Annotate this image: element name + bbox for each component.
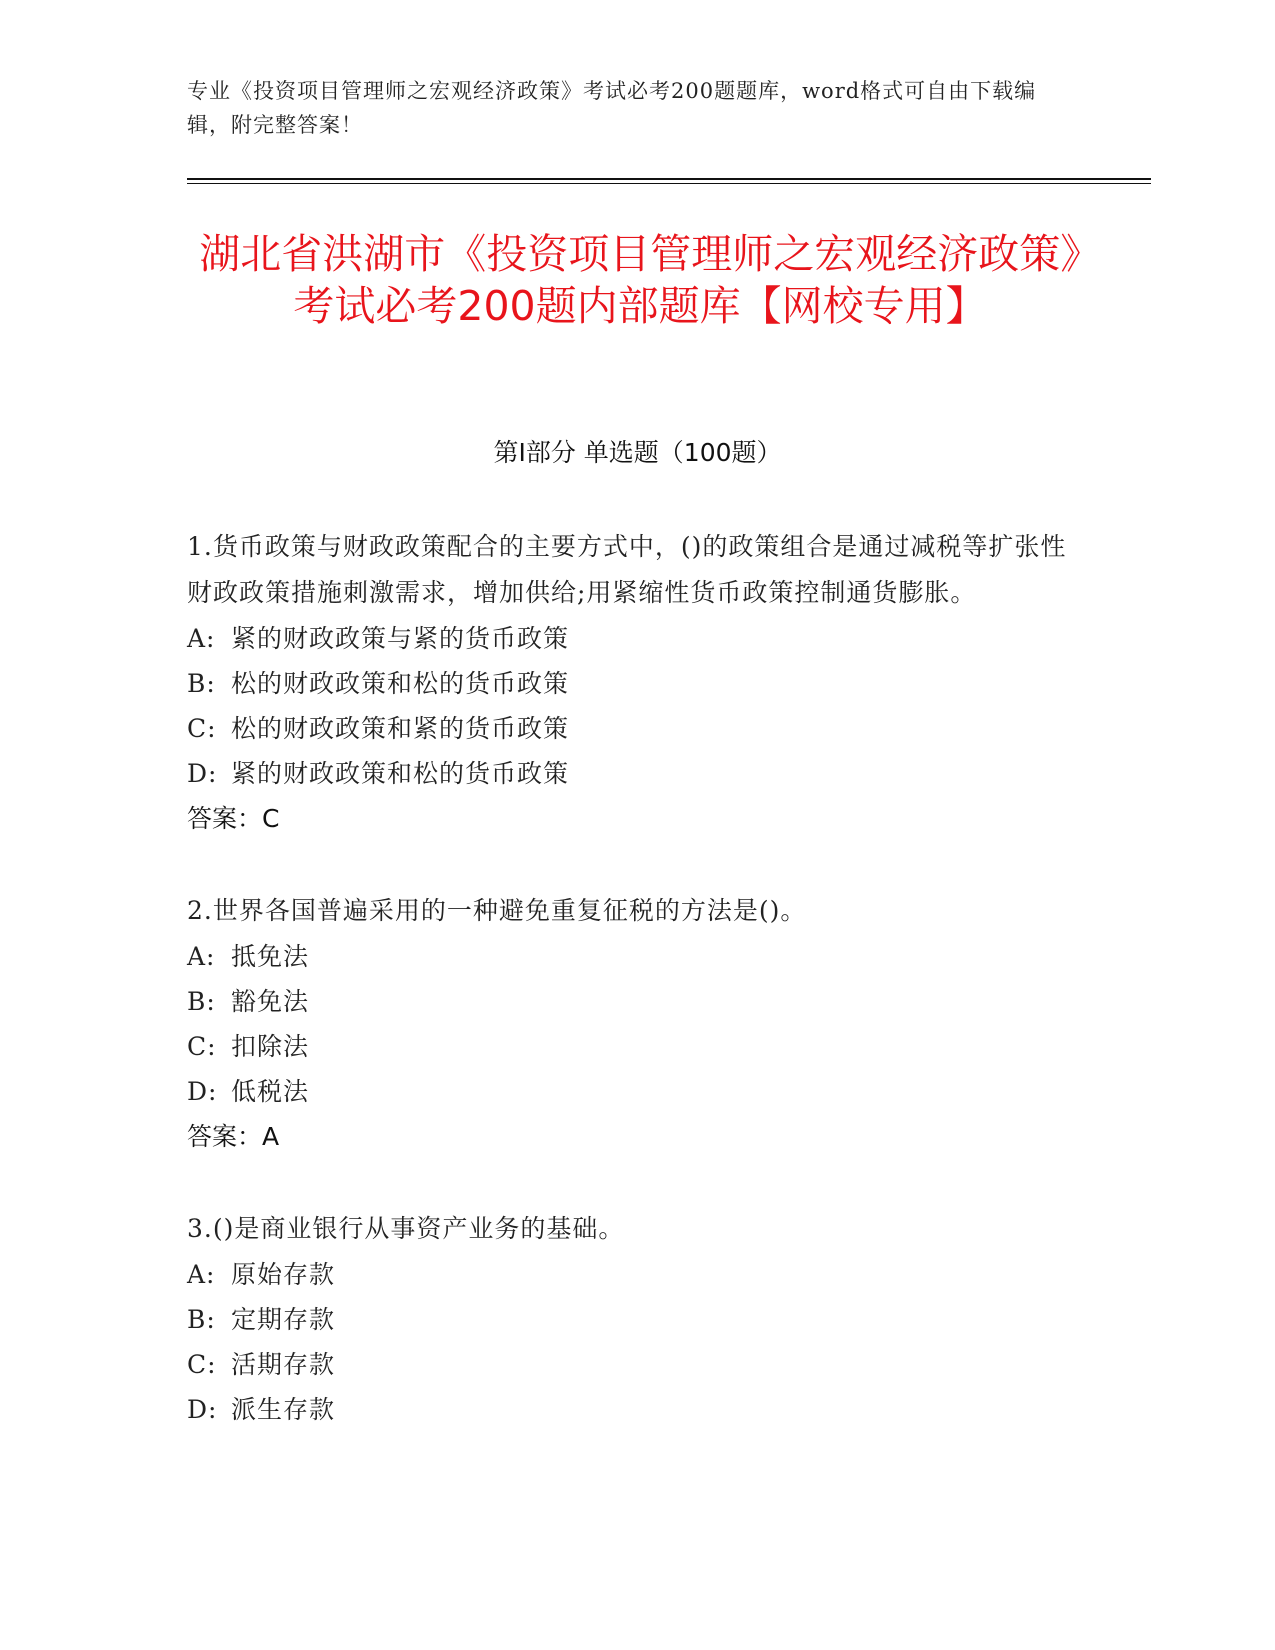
option-a [187,1252,1067,1297]
option-b [187,979,1067,1024]
option-text: 抵免法 [231,942,310,971]
section-title: 第I部分 单选题（100题） [493,438,782,467]
option-text: 紧的财政政策与紧的货币政策 [231,624,570,653]
option-d [187,1069,1067,1114]
option-text: 低税法 [231,1077,310,1106]
option-text: 紧的财政政策和松的货币政策 [231,759,570,788]
option-letter: C: [187,1032,217,1061]
option-b [187,1297,1067,1342]
option-c [187,1342,1067,1387]
option-letter: B: [187,1305,216,1334]
option-letter: C: [187,714,217,743]
option-d [187,1387,1067,1432]
question-1 [187,524,1067,842]
question-stem: 2.世界各国普遍采用的一种避免重复征税的方法是()。 [187,896,807,925]
answer-value: C [262,804,280,833]
question-list [187,524,1067,1478]
option-letter: A: [187,942,216,971]
option-letter: D: [187,759,218,788]
answer-line [187,1114,1067,1160]
option-text: 豁免法 [231,987,310,1016]
option-letter: A: [187,1260,216,1289]
answer-line [187,796,1067,842]
option-letter: D: [187,1395,218,1424]
question-3 [187,1206,1067,1432]
option-text: 原始存款 [231,1260,336,1289]
answer-value: A [262,1122,280,1151]
document-title: 湖北省洪湖市《投资项目管理师之宏观经济政策》考试必考200题内部题库【网校专用】 [199,230,1081,330]
option-b [187,661,1067,706]
option-text: 活期存款 [231,1350,336,1379]
question-stem: 3.()是商业银行从事资产业务的基础。 [187,1214,625,1243]
option-text: 扣除法 [231,1032,310,1061]
option-letter: B: [187,987,216,1016]
option-d [187,751,1067,796]
option-letter: A: [187,624,216,653]
option-text: 派生存款 [231,1395,336,1424]
option-text: 松的财政政策和紧的货币政策 [231,714,570,743]
answer-prefix: 答案： [187,1122,263,1151]
answer-prefix: 答案： [187,804,263,833]
option-c [187,706,1067,751]
option-letter: B: [187,669,216,698]
header-note: 专业《投资项目管理师之宏观经济政策》考试必考200题题库，word格式可自由下载编辑，附完整答案！ [187,79,1037,137]
question-2 [187,888,1067,1160]
option-a [187,616,1067,661]
option-text: 定期存款 [231,1305,336,1334]
option-text: 松的财政政策和松的货币政策 [231,669,570,698]
option-c [187,1024,1067,1069]
header-divider-thick [187,178,1151,180]
option-letter: C: [187,1350,217,1379]
question-stem: 1.货币政策与财政政策配合的主要方式中，()的政策组合是通过减税等扩张性财政政策措施刺激需求，增加供给;用紧缩性货币政策控制通货膨胀。 [187,532,1067,607]
option-letter: D: [187,1077,218,1106]
option-a [187,934,1067,979]
header-divider-thin [187,183,1151,184]
